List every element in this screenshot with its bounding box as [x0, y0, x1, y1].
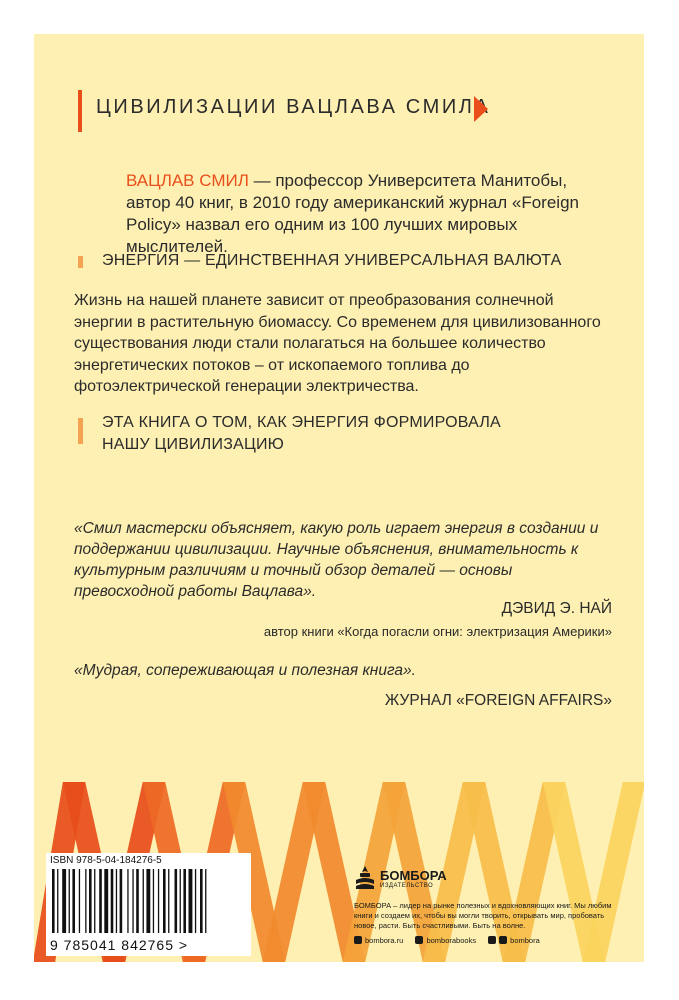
zigzag-stroke	[594, 782, 634, 962]
barcode-bar	[132, 869, 133, 933]
book-back-cover	[34, 34, 644, 962]
barcode-bar	[158, 869, 159, 933]
barcode-bar	[69, 869, 70, 933]
barcode-bar	[163, 869, 166, 933]
barcode-bar	[143, 869, 144, 933]
barcode-bar	[94, 869, 95, 933]
series-accent-bar	[78, 90, 82, 132]
barcode-bar	[72, 869, 75, 933]
review-quote: «Смил мастерски объясняет, какую роль играет энергия в создании и поддержании цивилизации. Научные объяснения, внимательность к культурным различиям и точный обзор деталей — основы превосходной работы Вацлава».	[74, 520, 599, 600]
barcode-bar	[79, 869, 80, 933]
body-paragraph: Жизнь на нашей планете зависит от преобразования солнечной энергии в растительную биомассу. Со временем для цивилизованного существования люди стали полагаться на большее количество энергетических потоков – от ископаемого топлива до фотоэлектрической генерации электричества.	[74, 292, 601, 395]
barcode-bar	[183, 869, 186, 933]
barcode-bar	[168, 869, 169, 933]
barcode-bar	[57, 869, 58, 933]
zigzag-stroke	[314, 782, 354, 962]
barcode-bar	[111, 869, 114, 933]
barcode-bar	[85, 869, 86, 933]
social-link-vk-telegram[interactable]	[488, 936, 540, 945]
barcode-bar	[127, 869, 128, 933]
publisher-subtitle: ИЗДАТЕЛЬСТВО	[380, 883, 434, 889]
telegram-icon	[499, 936, 507, 944]
section-heading-energy: ЭНЕРГИЯ — ЕДИНСТВЕННАЯ УНИВЕРСАЛЬНАЯ ВАЛЮТА	[102, 252, 562, 269]
review-author: ДЭВИД Э. НАЙ	[501, 600, 612, 617]
barcode-bar	[62, 869, 66, 933]
review-source: автор книги «Когда погасли огни: электризация Америки»	[263, 624, 612, 639]
zigzag-stroke	[554, 782, 594, 962]
publisher-description: БОМБОРА – лидер на рынке полезных и вдохновляющих книг. Мы любим книги и создаем их, чтобы вы могли творить, открывать мир, пробовать новое, расти. Быть счастливыми. Быть на волне.	[354, 901, 612, 930]
review-quote: «Мудрая, сопереживающая и полезная книга».	[74, 662, 416, 679]
barcode-bar	[175, 869, 178, 933]
barcode-bar	[52, 869, 55, 933]
heading-line: НАШУ ЦИВИЛИЗАЦИЮ	[102, 436, 285, 453]
barcode-bar	[189, 869, 193, 933]
barcode-bar	[195, 869, 196, 933]
publisher-logo-icon	[354, 864, 376, 890]
zigzag-stroke	[474, 782, 514, 962]
zigzag-stroke	[514, 782, 554, 962]
publisher-socials	[354, 936, 550, 945]
social-label: bombora.ru	[365, 936, 404, 945]
barcode-bar	[136, 869, 139, 933]
series-title: ЦИВИЛИЗАЦИИ ВАЦЛАВА СМИЛА	[96, 96, 491, 118]
author-bio	[126, 170, 606, 258]
globe-icon	[354, 936, 362, 944]
zigzag-stroke	[274, 782, 314, 962]
barcode-bar	[146, 869, 150, 933]
barcode-bar	[99, 869, 102, 933]
heading-marker	[78, 418, 83, 444]
barcode-bar	[205, 869, 206, 933]
isbn-label: ISBN 978-5-04-184276-5	[50, 855, 162, 866]
barcode-bar	[104, 869, 108, 933]
barcode-digits: 9 785041 842765 >	[50, 937, 189, 953]
author-bio-text: — профессор Университета Манитобы, автор 40 книг, в 2010 году американский журнал «Foreign Policy» назвал его одним из 100 лучших мировых мыслителей.	[126, 171, 579, 256]
barcode-panel	[46, 853, 251, 956]
barcode-bar	[89, 869, 92, 933]
barcode-bar	[116, 869, 117, 933]
author-name: ВАЦЛАВ СМИЛ	[126, 171, 249, 190]
barcode-bar	[153, 869, 154, 933]
vk-icon	[488, 936, 496, 944]
heading-line: ЭТА КНИГА О ТОМ, КАК ЭНЕРГИЯ ФОРМИРОВАЛА	[102, 414, 501, 431]
barcode-image	[50, 869, 246, 935]
triangle-arrow-icon	[474, 96, 488, 122]
social-label: bombora	[510, 936, 540, 945]
social-link-site[interactable]	[354, 936, 403, 945]
social-icon	[415, 936, 423, 944]
heading-marker	[78, 256, 83, 268]
social-link-books[interactable]	[415, 936, 476, 945]
section-heading-book	[102, 412, 501, 456]
barcode-bar	[200, 869, 203, 933]
barcode-bar	[120, 869, 123, 933]
barcode-bar	[180, 869, 181, 933]
publisher-name: БОМБОРА	[380, 868, 447, 883]
social-label: bomborabooks	[426, 936, 477, 945]
review-author: ЖУРНАЛ «FOREIGN AFFAIRS»	[384, 692, 612, 709]
